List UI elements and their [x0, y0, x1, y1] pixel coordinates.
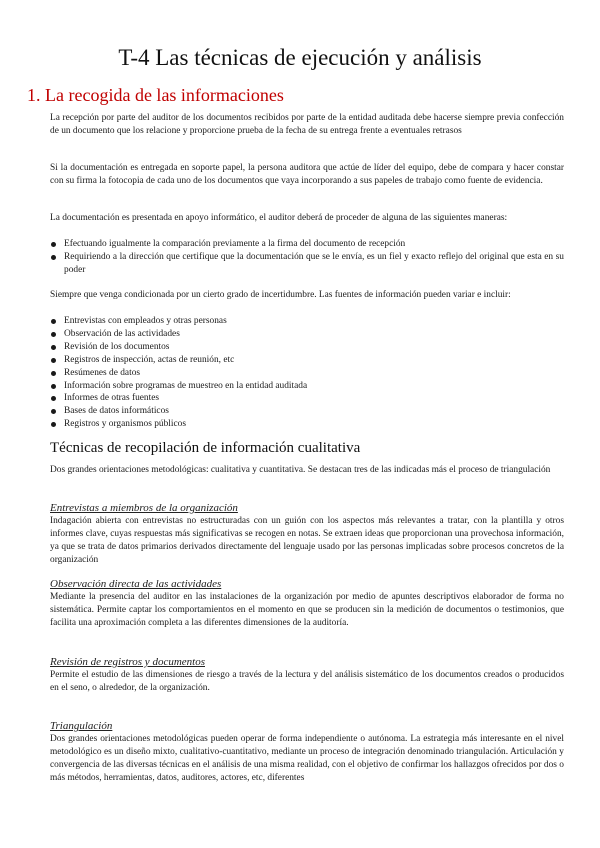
bullet-icon — [51, 255, 56, 260]
list-item: Revisión de los documentos — [50, 341, 564, 354]
paragraph-recepcion: La recepción por parte del auditor de los documentos recibidos por parte de la entidad auditada debe hacerse siempre previa confección de un documento que los relacione y proporcione prueba de la fecha de su entrega frente a eventuales retrasos — [50, 113, 564, 136]
section-heading-recogida: 1. La recogida de las informaciones — [27, 85, 284, 105]
list-item: Requiriendo a la dirección que certifique que la documentación que se le envía, es un fiel y exacto reflejo del original que esta en su poder — [50, 251, 564, 277]
list-item: Resúmenes de datos — [50, 367, 564, 380]
list-item: Efectuando igualmente la comparación previamente a la firma del documento de recepción — [50, 238, 564, 251]
page-title: T-4 Las técnicas de ejecución y análisis — [118, 45, 482, 70]
bullet-icon — [51, 345, 56, 350]
bullet-icon — [51, 396, 56, 401]
paragraph-fuentes: Siempre que venga condicionada por un cierto grado de incertidumbre. Las fuentes de información pueden variar e incluir: — [50, 290, 511, 300]
paragraph-revision: Permite el estudio de las dimensiones de riesgo a través de la lectura y del análisis sistemático de los documentos creados o producidos en el seno, o alrededor, de la organización. — [50, 670, 564, 693]
paragraph-triangulacion: Dos grandes orientaciones metodológicas pueden operar de forma independiente o autónoma. La estrategia más interesante en el nivel metodológico es un diseño mixto, cualitativo-cuantitativo, mediante un proceso de integración denominado triangulación. Articulación y convergencia de las diversas técnicas en el análisis de una misma realidad, con el objetivo de confirmar los hallazgos ofrecidos por dos o más métodos, herramientas, datos, auditores, actores, etc, diferentes — [50, 734, 564, 783]
paragraph-apoyo-informatico: La documentación es presentada en apoyo informático, el auditor deberá de proceder de alguna de las siguientes maneras: — [50, 213, 508, 223]
list-item: Información sobre programas de muestreo en la entidad auditada — [50, 380, 564, 393]
list-item: Registros y organismos públicos — [50, 418, 564, 431]
list-item: Registros de inspección, actas de reunión, etc — [50, 354, 564, 367]
bullet-icon — [51, 422, 56, 427]
bullet-icon — [51, 242, 56, 247]
paragraph-observacion: Mediante la presencia del auditor en las instalaciones de la organización por medio de apuntes descriptivos elaborador de forma no sistemática. Permite captar los comportamientos en el momento en que se producen sin la medición de documentos o testimonios, que facilita una aproximación completa a las diferentes dimensiones de la auditoría. — [50, 592, 564, 628]
bullet-icon — [51, 332, 56, 337]
bullet-icon — [51, 384, 56, 389]
bullet-icon — [51, 409, 56, 414]
list-item: Bases de datos informáticos — [50, 405, 564, 418]
bullet-icon — [51, 371, 56, 376]
paragraph-orientaciones: Dos grandes orientaciones metodológicas: cualitativa y cuantitativa. Se destacan tres de las indicadas más el proceso de triangulación — [50, 465, 551, 475]
paragraph-soporte-papel: Si la documentación es entregada en soporte papel, la persona auditora que actúe de líder del equipo, debe de compara y hacer constar con su firma la fotocopia de cada uno de los documentos que vaya incorporando a sus papeles de trabajo como fuente de evidencia. — [50, 163, 564, 186]
subheading-revision: Revisión de registros y documentos — [50, 656, 205, 668]
bullet-icon — [51, 358, 56, 363]
subheading-entrevistas: Entrevistas a miembros de la organización — [50, 502, 238, 514]
subheading-observacion: Observación directa de las actividades — [50, 578, 222, 590]
list-fuentes — [50, 315, 564, 431]
list-maneras — [50, 238, 564, 277]
list-item: Observación de las actividades — [50, 328, 564, 341]
bullet-icon — [51, 319, 56, 324]
subheading-triangulacion: Triangulación — [50, 720, 113, 732]
section-heading-tecnicas: Técnicas de recopilación de información cualitativa — [50, 440, 361, 456]
paragraph-entrevistas: Indagación abierta con entrevistas no estructuradas con un guión con los aspectos más relevantes a tratar, con la plantilla y otros informes clave, cuyas respuestas más significativas se recogen en notas. Se extraen ideas que proporcionan una provechosa información, ya que se trata de datos primarios derivados directamente del lenguaje usado por las personas implicadas sobre procesos concretos de la organización — [50, 516, 564, 565]
list-item: Entrevistas con empleados y otras personas — [50, 315, 564, 328]
list-item: Informes de otras fuentes — [50, 392, 564, 405]
